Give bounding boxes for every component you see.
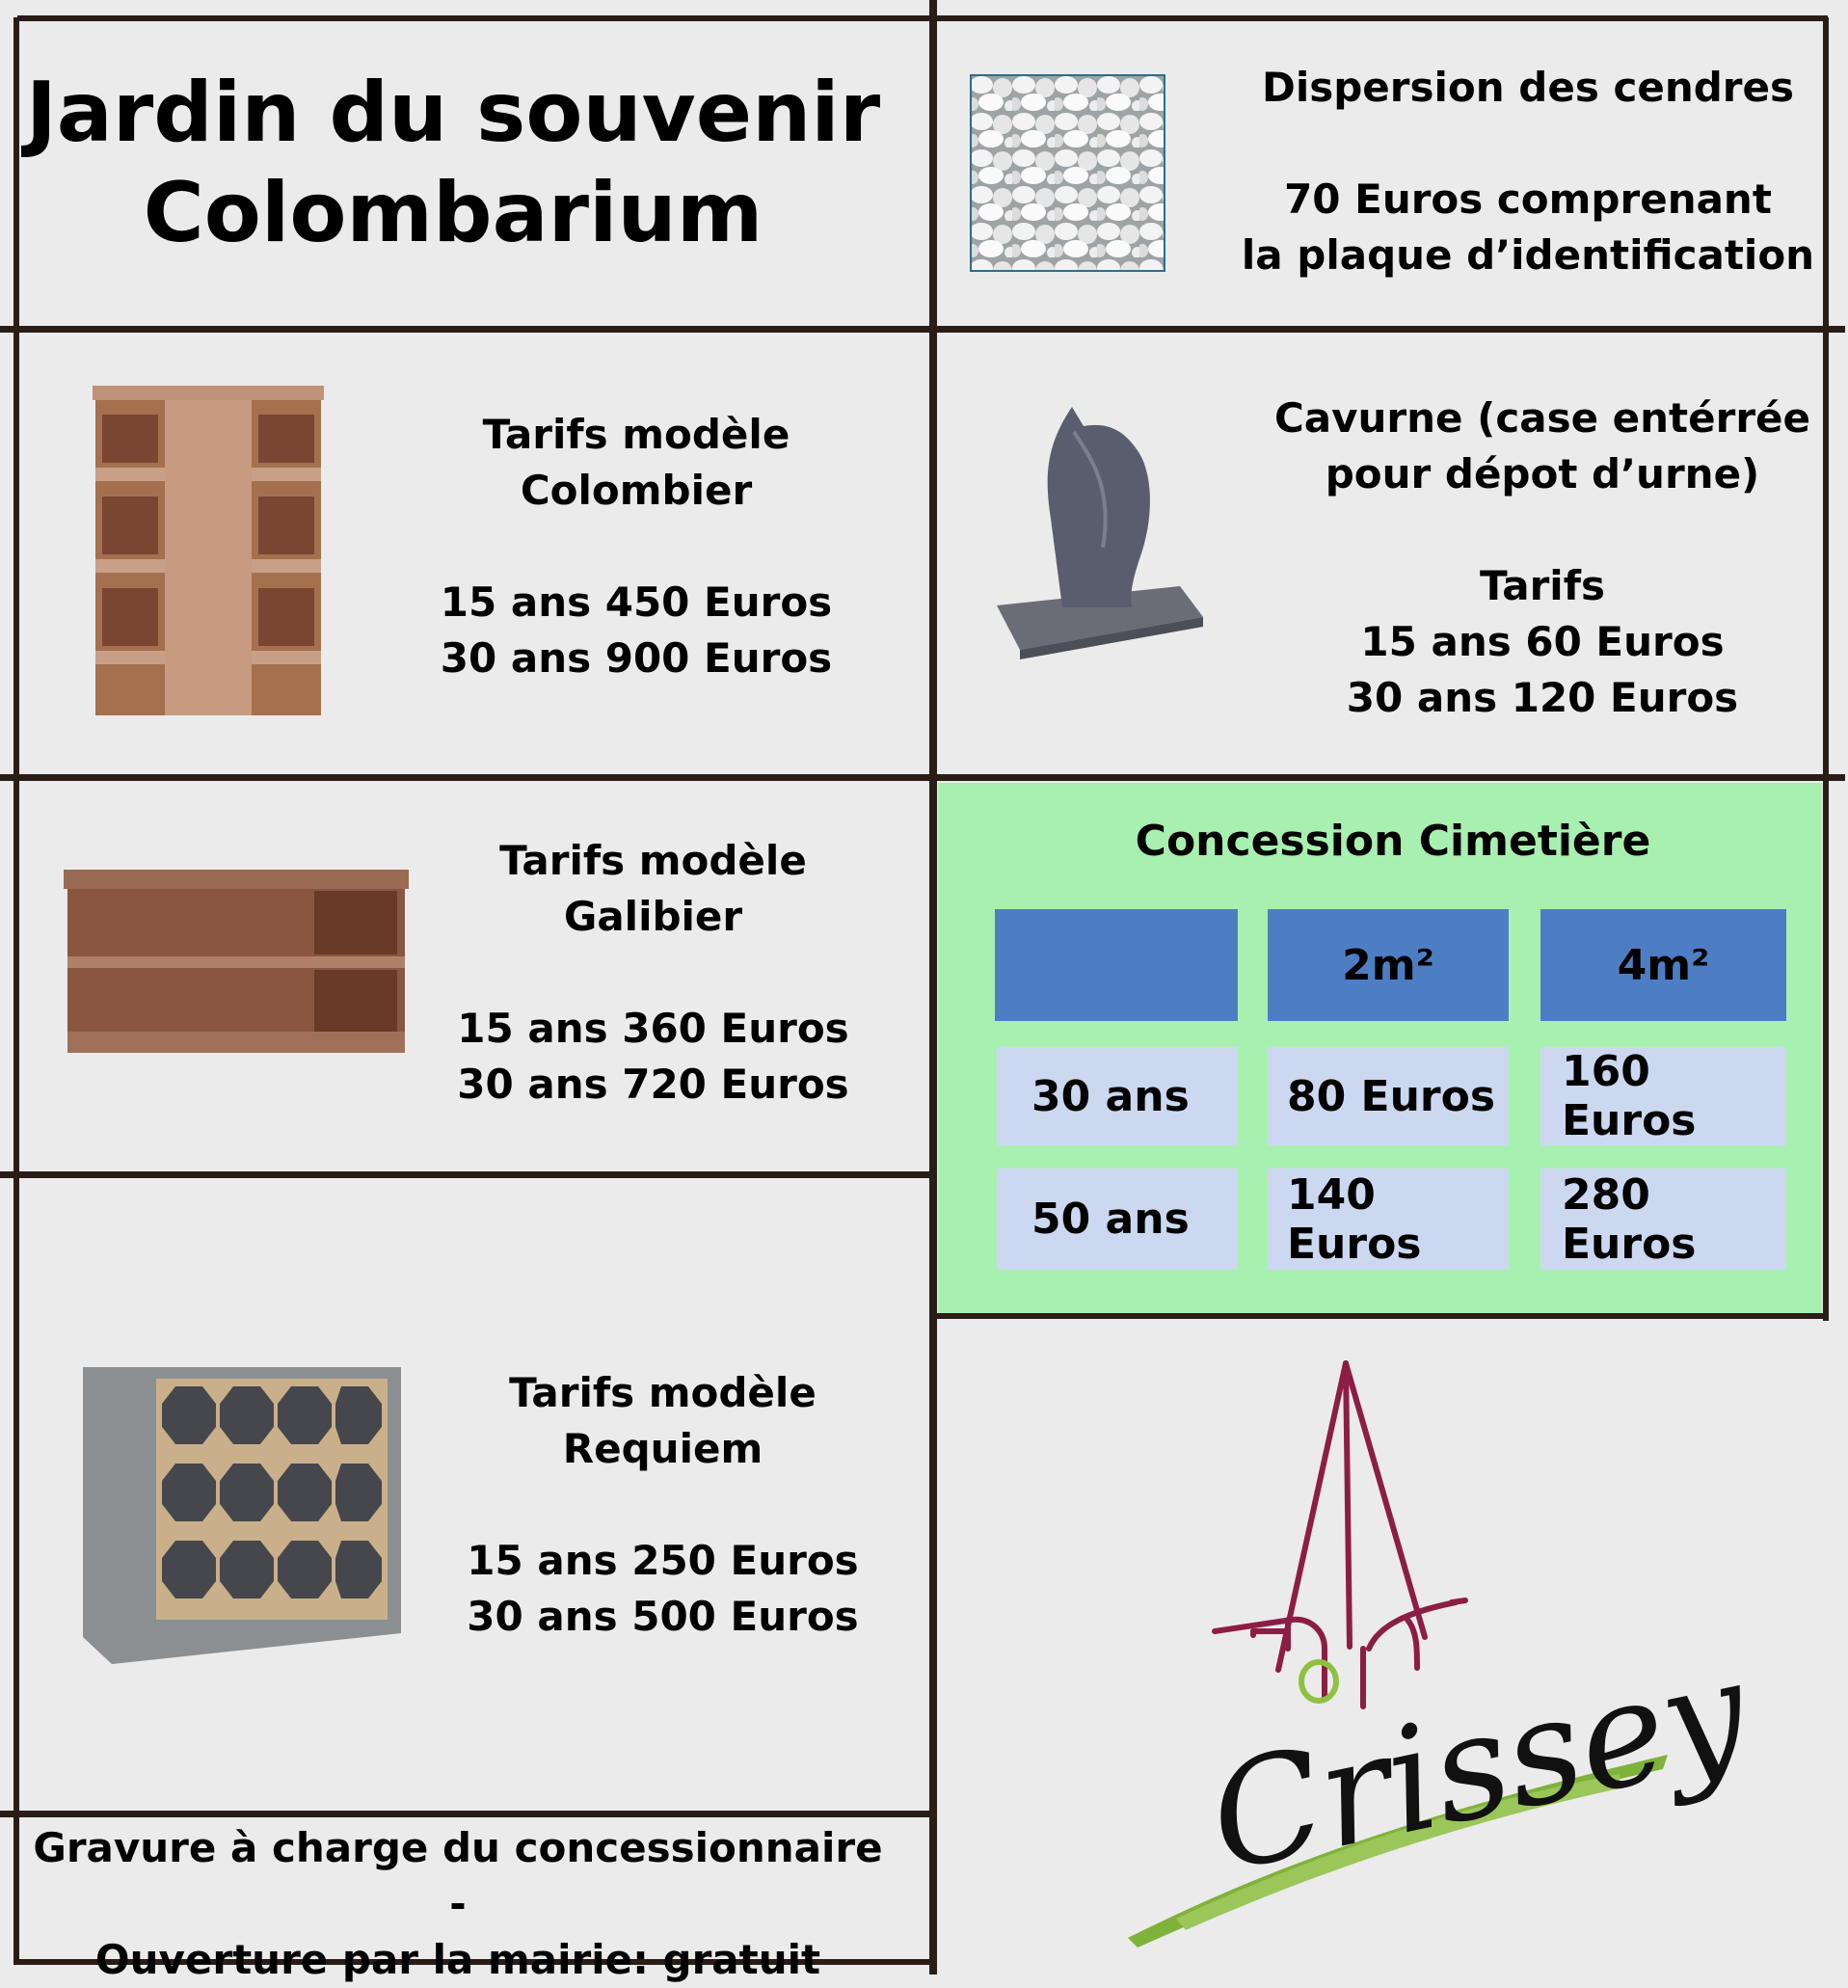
border-top [17, 15, 933, 21]
divider-center [929, 0, 937, 1975]
cavurne-tarifs: Tarifs [1480, 562, 1605, 609]
dispersion-price-line1: 70 Euros comprenant [1284, 175, 1772, 223]
white-pebbles-photo [970, 74, 1165, 272]
row-divider-3 [0, 1171, 933, 1178]
colombier-columbarium-photo [93, 386, 324, 715]
colombier-title1: Tarifs modèle [482, 411, 790, 458]
cavurne-title1: Cavurne (case entérrée [1273, 394, 1811, 442]
concession-header-2m2: 2m² [1268, 909, 1509, 1021]
cavurne-price15: 15 ans 60 Euros [1360, 618, 1725, 665]
row-divider-footer [0, 1811, 933, 1817]
page-title-line2: Colombarium [143, 165, 763, 261]
galibier-columbarium-photo [64, 870, 409, 1070]
requiem-text [395, 1365, 930, 1645]
colombier-text [366, 407, 906, 686]
page-title [19, 63, 887, 263]
row-divider-1 [0, 326, 1845, 333]
concession-header-empty [995, 909, 1238, 1021]
galibier-title2: Galibier [563, 893, 743, 940]
footer-note [19, 1820, 897, 1988]
border-left [13, 17, 19, 1965]
row-divider-2 [0, 774, 1845, 781]
colombier-price15: 15 ans 450 Euros [440, 578, 833, 626]
concession-title: Concession Cimetière [1135, 817, 1651, 866]
concession-row1-2m2: 80 Euros [1268, 1047, 1509, 1145]
colombier-title2: Colombier [520, 467, 753, 514]
concession-row2-duration: 50 ans [997, 1169, 1238, 1270]
galibier-price30: 30 ans 720 Euros [457, 1061, 849, 1108]
galibier-text [386, 833, 921, 1113]
dispersion-price-line2: la plaque d’identification [1241, 231, 1815, 279]
footer-line2: Ouverture par la mairie: gratuit [94, 1936, 821, 1983]
requiem-price30: 30 ans 500 Euros [467, 1593, 859, 1640]
requiem-price15: 15 ans 250 Euros [467, 1537, 859, 1584]
page-title-line1: Jardin du souvenir [25, 65, 881, 161]
galibier-title1: Tarifs modèle [499, 837, 807, 884]
footer-line1: Gravure à charge du concessionnaire - [33, 1824, 883, 1927]
concession-row1-4m2: 160 Euros [1540, 1047, 1786, 1145]
concession-header-4m2: 4m² [1540, 909, 1786, 1021]
requiem-title1: Tarifs modèle [509, 1369, 817, 1416]
colombier-price30: 30 ans 900 Euros [440, 634, 833, 682]
crissey-church-logo [1118, 1359, 1761, 1957]
cavurne-stone-photo [987, 403, 1203, 650]
cavurne-title2: pour dépot d’urne) [1325, 450, 1760, 497]
requiem-title2: Requiem [562, 1425, 763, 1472]
logo-text: Crissey [1195, 1627, 1761, 1905]
cavurne-price30: 30 ans 120 Euros [1346, 674, 1739, 721]
concession-row2-2m2: 140 Euros [1268, 1169, 1509, 1270]
row-divider-concession [937, 1313, 1829, 1319]
dispersion-text [1224, 60, 1832, 283]
cavurne-text [1239, 390, 1846, 726]
requiem-columbarium-photo [83, 1367, 401, 1664]
border-top-right [935, 15, 1828, 21]
concession-row2-4m2: 280 Euros [1540, 1169, 1786, 1270]
galibier-price15: 15 ans 360 Euros [457, 1005, 849, 1052]
concession-row1-duration: 30 ans [997, 1047, 1238, 1145]
dispersion-heading: Dispersion des cendres [1261, 64, 1794, 111]
